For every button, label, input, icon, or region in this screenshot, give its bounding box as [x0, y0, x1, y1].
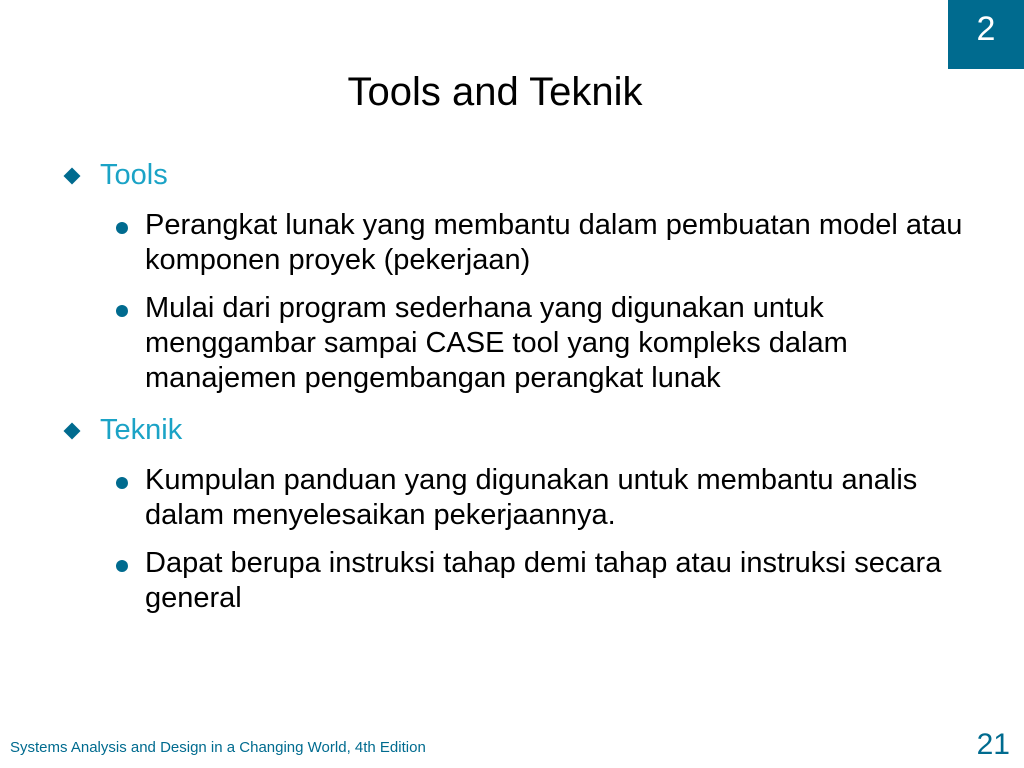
slide-title: Tools and Teknik — [347, 70, 643, 114]
list-item-text: Dapat berupa instruksi tahap demi tahap atau instruksi secara general — [145, 547, 942, 614]
dot-bullet-icon — [116, 222, 128, 234]
footer-book-title: Systems Analysis and Design in a Changing World, 4th Edition — [10, 739, 426, 756]
list-item-text: Mulai dari program sederhana yang digunakan untuk menggambar sampai CASE tool yang kompleks dalam manajemen pengembangan perangkat lunak — [145, 292, 848, 394]
topic-teknik — [62, 410, 992, 616]
list-item — [62, 208, 992, 278]
topic-heading-label: Tools — [100, 159, 168, 191]
diamond-bullet-icon — [64, 168, 81, 185]
topic-heading-label: Teknik — [100, 414, 183, 446]
topic-heading — [62, 410, 992, 450]
list-item — [62, 291, 992, 396]
list-item — [62, 546, 992, 616]
dot-bullet-icon — [116, 560, 128, 572]
chapter-number-badge: 2 — [948, 0, 1024, 69]
diamond-bullet-icon — [64, 423, 81, 440]
bullet-list — [62, 208, 992, 396]
list-item-text: Kumpulan panduan yang digunakan untuk membantu analis dalam menyelesaikan pekerjaannya. — [145, 464, 918, 531]
bullet-list — [62, 463, 992, 616]
topic-tools — [62, 155, 992, 396]
page-number: 21 — [976, 728, 1010, 761]
list-item-text: Perangkat lunak yang membantu dalam pembuatan model atau komponen proyek (pekerjaan) — [145, 209, 963, 276]
list-item — [62, 463, 992, 533]
dot-bullet-icon — [116, 477, 128, 489]
dot-bullet-icon — [116, 305, 128, 317]
topic-heading — [62, 155, 992, 195]
slide-content — [62, 155, 992, 616]
